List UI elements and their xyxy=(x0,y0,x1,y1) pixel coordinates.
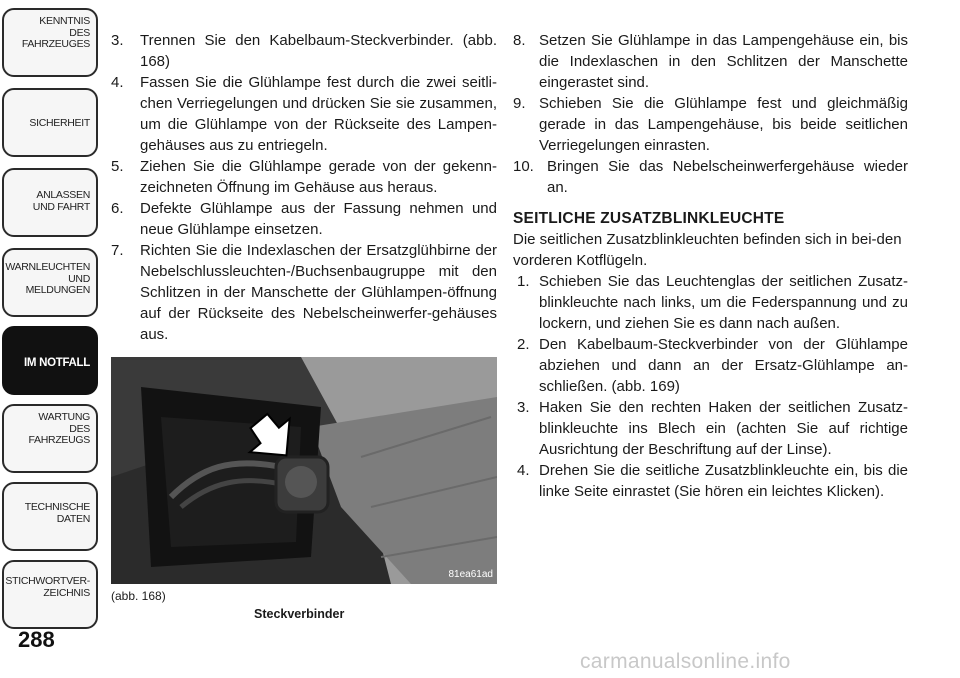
tab-label: IM NOTFALL xyxy=(24,356,90,369)
step-number: 8. xyxy=(513,32,526,49)
list-item xyxy=(111,240,497,345)
tab-label: KENNTNIS DES FAHRZEUGES xyxy=(21,15,90,50)
figure-steckverbinder xyxy=(111,357,497,584)
chapter-sidebar xyxy=(0,0,104,640)
tab-label: SICHERHEIT xyxy=(29,117,90,129)
tab-label: TECHNISCHE DATEN xyxy=(24,501,90,525)
list-item xyxy=(513,30,908,93)
figure-code: 81ea61ad xyxy=(448,569,493,580)
connector-photo xyxy=(111,357,497,584)
step-text: Schieben Sie das Leuchtenglas der seitlichen Zusatz-blinkleuchte nach links, um die Federspannung und zu lockern, und ziehen Sie es dann nach außen. xyxy=(539,273,908,332)
step-text: Setzen Sie Glühlampe in das Lampengehäuse ein, bis die Indexlaschen in den Schlitzen der Manschette eingerastet sind. xyxy=(539,32,908,91)
tab-warnleuchten-und-meldungen[interactable] xyxy=(2,248,98,317)
section-intro: Die seitlichen Zusatzblinkleuchten befinden sich in bei-den vorderen Kotflügeln. xyxy=(513,231,902,269)
step-text: Bringen Sie das Nebelscheinwerfergehäuse wieder an. xyxy=(547,158,908,196)
list-item xyxy=(517,397,908,460)
figure-reference: (abb. 168) xyxy=(111,589,166,603)
list-item xyxy=(111,156,497,198)
tab-label: WARTUNG DES FAHRZEUGS xyxy=(28,411,90,446)
step-number: 9. xyxy=(513,95,526,112)
list-item xyxy=(111,30,497,72)
step-text: Trennen Sie den Kabelbaum-Steckverbinder. (abb. 168) xyxy=(140,32,497,70)
step-number: 3. xyxy=(111,32,124,49)
left-column xyxy=(111,30,497,345)
step-number: 2. xyxy=(517,336,530,353)
tab-sicherheit[interactable] xyxy=(2,88,98,157)
right-column xyxy=(513,30,908,502)
list-item xyxy=(517,334,908,397)
step-number: 4. xyxy=(517,462,530,479)
step-number: 6. xyxy=(111,200,124,217)
step-text: Schieben Sie die Glühlampe fest und gleichmäßig gerade in das Lampengehäuse, bis beide seitlichen Verriegelungen einrasten. xyxy=(539,95,908,154)
step-number: 5. xyxy=(111,158,124,175)
step-number: 10. xyxy=(513,158,534,175)
list-item xyxy=(111,72,497,156)
step-text: Defekte Glühlampe aus der Fassung nehmen und neue Glühlampe einsetzen. xyxy=(140,200,497,238)
figure-caption: Steckverbinder xyxy=(254,607,345,621)
step-text: Ziehen Sie die Glühlampe gerade von der gekenn-zeichneten Öffnung im Gehäuse aus heraus. xyxy=(140,158,497,196)
list-item xyxy=(517,271,908,334)
step-number: 3. xyxy=(517,399,530,416)
step-text: Drehen Sie die seitliche Zusatzblinkleuchte ein, bis die linke Seite einrastet (Sie hören ein leichtes Klicken). xyxy=(539,462,908,500)
step-number: 1. xyxy=(517,273,530,290)
list-item xyxy=(513,93,908,156)
section-heading: SEITLICHE ZUSATZBLINKLEUCHTE xyxy=(513,210,785,227)
step-text: Haken Sie den rechten Haken der seitlichen Zusatz-blinkleuchte ins Blech ein (achten Sie auf richtige Ausrichtung der Beschriftung auf der Linse). xyxy=(539,399,908,458)
tab-wartung-des-fahrzeugs[interactable] xyxy=(2,404,98,473)
tab-kenntnis-des-fahrzeuges[interactable] xyxy=(2,8,98,77)
step-list xyxy=(517,271,908,502)
step-text: Den Kabelbaum-Steckverbinder von der Glühlampe abziehen und dann an der Ersatz-Glühlampe an-schließen. (abb. 169) xyxy=(539,336,908,395)
step-number: 7. xyxy=(111,242,124,259)
tab-label: ANLASSEN UND FAHRT xyxy=(32,189,90,213)
list-item xyxy=(111,198,497,240)
list-item xyxy=(513,156,908,198)
page-number: 288 xyxy=(18,627,55,652)
tab-anlassen-und-fahrt[interactable] xyxy=(2,168,98,237)
step-list xyxy=(111,30,497,345)
tab-im-notfall[interactable] xyxy=(2,326,98,395)
step-text: Richten Sie die Indexlaschen der Ersatzglühbirne der Nebelschlussleuchten-/Buchsenbaugruppe mit den Schlitzen in der Manschette der Glühlampen-öffnung auf der Rückseite des Nebelscheinwerfer-gehäuses aus. xyxy=(140,242,497,343)
step-text: Fassen Sie die Glühlampe fest durch die zwei seitli-chen Verriegelungen und drücken Sie sie zusammen, um die Glühlampe von der Rückseite des Lampen-gehäuses aus zu entriegeln. xyxy=(140,74,497,154)
tab-technische-daten[interactable] xyxy=(2,482,98,551)
step-number: 4. xyxy=(111,74,124,91)
watermark: carmanualsonline.info xyxy=(580,650,791,673)
list-item xyxy=(517,460,908,502)
tab-label: STICHWORTVER- ZEICHNIS xyxy=(5,575,90,599)
step-list xyxy=(513,30,908,198)
tab-label: WARNLEUCHTEN UND MELDUNGEN xyxy=(5,261,90,296)
tab-stichwortverzeichnis[interactable] xyxy=(2,560,98,629)
